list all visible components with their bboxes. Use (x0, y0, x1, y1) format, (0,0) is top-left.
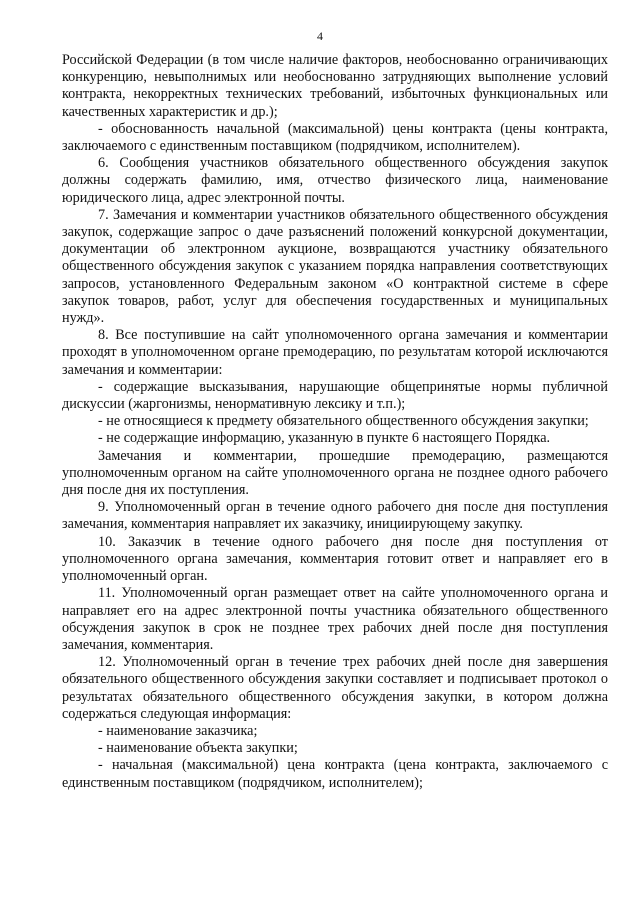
document-body (62, 52, 608, 792)
list-item-object-name: - наименование объекта закупки; (98, 740, 298, 757)
paragraph-item-12: 12. Уполномоченный орган в течение трех рабочих дней после дня завершения обязательного общественного обсуждения закупки составляет и подписывает протокол о результатах обязательного общественного обсуждения закупки, в котором должна содержаться следующая информация: (62, 654, 608, 722)
paragraph-premoderation: Замечания и комментарии, прошедшие премодерацию, размещаются уполномоченным органом на сайте уполномоченного органа не позднее одного рабочего дня после дня их поступления. (62, 447, 608, 499)
paragraph-item-7: 7. Замечания и комментарии участников обязательного общественного обсуждения закупок, содержащие запрос о даче разъяснений положений конкурсной документации, документации об электронном аукционе, возвращаются участнику обязательного общественного обсуждения закупок с указанием порядка направления соответствующих запросов, установленного Федеральным законом «О контрактной системе в сфере закупок товаров, работ, услуг для обеспечения государственных и муниципальных нужд». (62, 206, 608, 327)
list-item-initial-price: - начальная (максимальной) цена контракта (цена контракта, заключаемого с единственным поставщиком (подрядчиком, исполнителем); (62, 757, 608, 791)
paragraph-continuation: Российской Федерации (в том числе наличие факторов, необоснованно ограничивающих конкуренцию, невыполнимых или необоснованно затрудняющих выполнение условий контракта, некорректных технических требований, избыточных функциональных или качественных характеристик и др.); (62, 52, 608, 120)
list-item-offensive: - содержащие высказывания, нарушающие общепринятые нормы публичной дискуссии (жаргонизмы, ненормативную лексику и т.п.); (62, 378, 608, 413)
page-number: 4 (317, 29, 323, 43)
paragraph-item-6: 6. Сообщения участников обязательного общественного обсуждения закупок должны содержать фамилию, имя, отчество физического лица, наименование юридического лица, адрес электронной почты. (62, 155, 608, 206)
paragraph-item-10: 10. Заказчик в течение одного рабочего дня после дня поступления от уполномоченного органа замечания, комментария готовит ответ и направляет его в уполномоченный орган. (62, 533, 608, 585)
list-item-off-topic: - не относящиеся к предмету обязательного общественного обсуждения закупки; (98, 413, 589, 430)
paragraph-item-11: 11. Уполномоченный орган размещает ответ на сайте уполномоченного органа и направляет его на адрес электронной почты участника обязательного общественного обсуждения закупок в срок не позднее трех рабочих дней после дня поступления замечания, комментария. (62, 585, 608, 653)
list-item-price-justification: - обоснованность начальной (максимальной) цены контракта (цены контракта, заключаемого с единственным поставщиком (подрядчиком, исполнителем). (62, 120, 608, 155)
list-item-customer-name: - наименование заказчика; (98, 722, 258, 739)
paragraph-item-9: 9. Уполномоченный орган в течение одного рабочего дня после дня поступления замечания, комментария направляет их заказчику, инициирующему закупку. (62, 499, 608, 533)
list-item-missing-info: - не содержащие информацию, указанную в пункте 6 настоящего Порядка. (98, 430, 551, 447)
paragraph-item-8: 8. Все поступившие на сайт уполномоченного органа замечания и комментарии проходят в уполномоченном органе премодерацию, по результатам которой исключаются замечания и комментарии: (62, 327, 608, 378)
